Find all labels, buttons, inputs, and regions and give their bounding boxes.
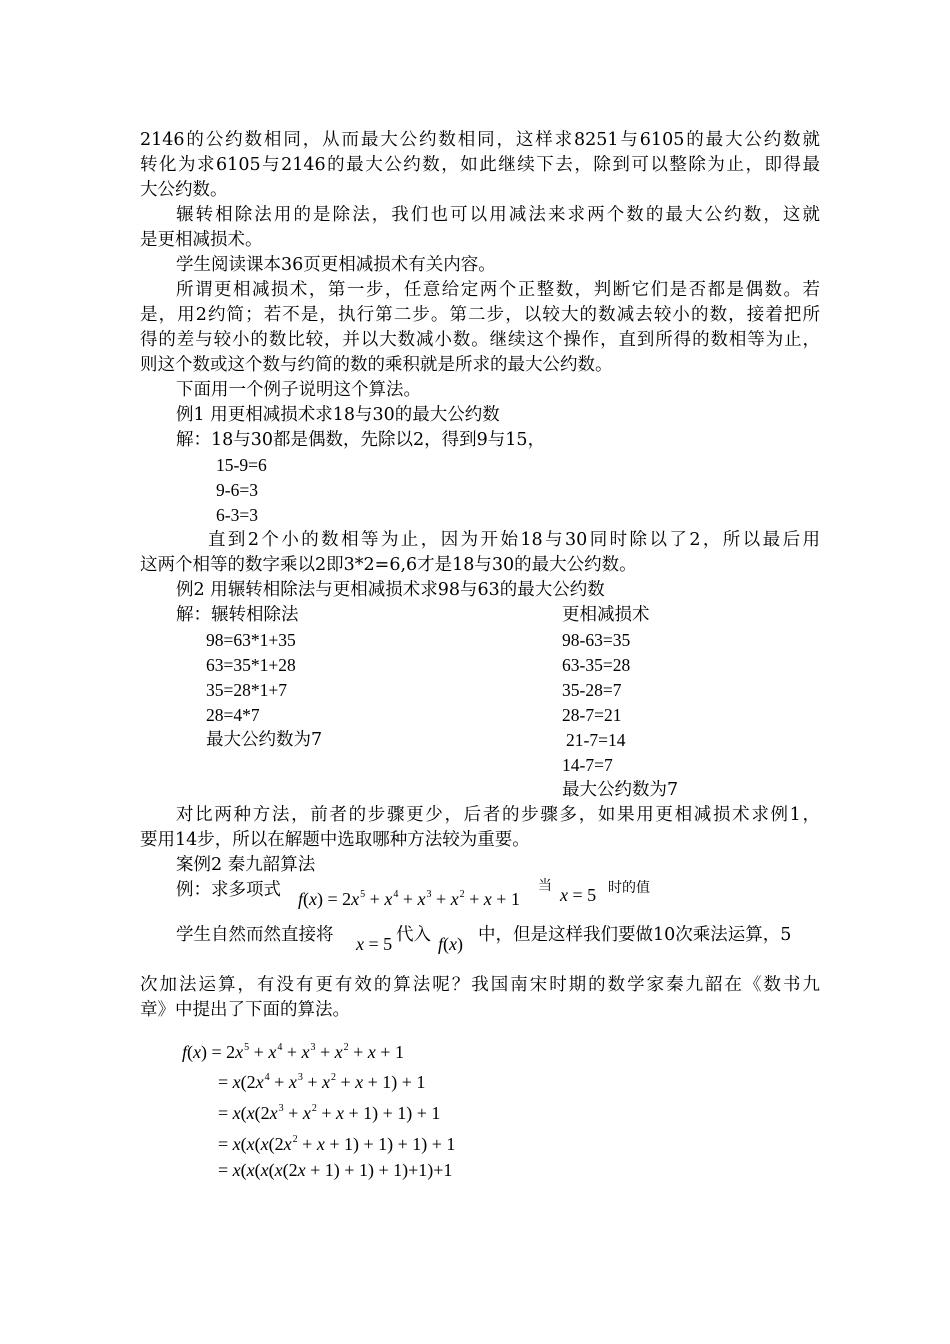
example1-conclusion-1: 直到2个小的数相等为止，因为开始18与30同时除以了2，所以最后用 <box>208 530 820 550</box>
case2-line-2: 次加法运算，有没有更有效的算法呢？我国南宋时期的数学家秦九韶在《数书九 <box>140 975 820 995</box>
example2-right-result: 最大公约数为7 <box>562 780 679 800</box>
example2-title: 例2 用辗转相除法与更相减损术求98与63的最大公约数 <box>176 580 605 600</box>
example1-step-1: 15-9=6 <box>216 455 267 475</box>
case2-title: 案例2 秦九韶算法 <box>176 855 316 875</box>
example2-left-heading: 解：辗转相除法 <box>176 605 299 625</box>
example1-conclusion-2: 这两个相等的数字乘以2即3*2=6,6才是18与30的最大公约数。 <box>140 555 637 575</box>
reading-note: 学生阅读课本36页更相减损术有关内容。 <box>176 255 496 275</box>
case2-student-start: 学生自然而然直接将 <box>176 925 334 945</box>
example-intro: 下面用一个例子说明这个算法。 <box>176 380 421 400</box>
horner-line-1: $f(x) = 2x^5 + x^4 + x^3 + x^2 + x + 1$ <box>182 1042 404 1062</box>
case2-example-suffix: 时的值 <box>608 880 650 896</box>
x-equals-5-value: = 5 <box>572 885 597 905</box>
example2-right-step-1: 98-63=35 <box>562 630 631 650</box>
comparison-line-2: 要用14步，所以在解题中选取哪种方法较为重要。 <box>140 830 530 850</box>
x-equals-5-inline: x = 5 <box>356 934 393 954</box>
case2-student-mid: 代入 <box>396 925 431 945</box>
intro-line-1: 2146的公约数相同，从而最大公约数相同，这样求8251与6105的最大公约数就 <box>140 130 820 150</box>
example2-left-result: 最大公约数为7 <box>206 730 323 750</box>
intro-line-3: 大公约数。 <box>140 180 228 200</box>
polynomial-formula: $f(x) = 2x^5 + x^4 + x^3 + x^2 + x + 1$ <box>298 889 520 909</box>
example2-right-step-3: 35-28=7 <box>562 680 622 700</box>
example2-right-step-6: 14-7=7 <box>562 755 613 775</box>
horner-line-5: = x(x(x(x(2x + 1) + 1) + 1)+1)+1 <box>218 1160 453 1180</box>
example1-step-3: 6-3=3 <box>216 505 258 525</box>
example2-right-step-4: 28-7=21 <box>562 705 622 725</box>
horner-line-4: = $x(x(x(2x^2 + x + 1) + 1) + 1) + 1$ <box>218 1134 456 1154</box>
subtract-line-1: 辗转相除法用的是除法，我们也可以用减法来求两个数的最大公约数，这就 <box>176 205 820 225</box>
definition-line-4: 则这个数或这个数与约简的数的乘积就是所求的最大公约数。 <box>140 355 613 375</box>
example2-left-step-4: 28=4*7 <box>206 705 260 725</box>
example1-step-2: 9-6=3 <box>216 480 258 500</box>
comparison-line-1: 对比两种方法，前者的步骤更少，后者的步骤多，如果用更相减损术求例1， <box>176 805 820 825</box>
horner-line-3: = $x(x(2x^3 + x^2 + x + 1) + 1) + 1$ <box>218 1103 441 1123</box>
example1-solution: 解：18与30都是偶数，先除以2，得到9与15， <box>176 430 546 450</box>
example2-left-step-1: 98=63*1+35 <box>206 630 296 650</box>
example2-right-step-5: 21-7=14 <box>566 730 626 750</box>
intro-line-2: 转化为求6105与2146的最大公约数，如此继续下去，除到可以整除为止，即得最 <box>140 155 820 175</box>
x-equals-5-inline-value: = 5 <box>368 934 393 954</box>
case2-example-when: 当 <box>538 878 552 894</box>
case2-student-end: 中，但是这样我们要做10次乘法运算，5 <box>478 925 792 945</box>
example2-right-step-2: 63-35=28 <box>562 655 631 675</box>
example2-left-step-2: 63=35*1+28 <box>206 655 296 675</box>
horner-line-2: = $x(2x^4 + x^3 + x^2 + x + 1) + 1$ <box>218 1072 426 1092</box>
f-of-x-inline: f(x) <box>438 934 464 954</box>
case2-example-prefix: 例：求多项式 <box>176 880 281 900</box>
case2-line-3: 章》中提出了下面的算法。 <box>140 1000 350 1020</box>
definition-line-2: 是，用2约简；若不是，执行第二步。第二步，以较大的数减去较小的数，接着把所 <box>140 305 820 325</box>
example1-title: 例1 用更相减损术求18与30的最大公约数 <box>176 405 500 425</box>
example2-right-heading: 更相减损术 <box>562 605 650 625</box>
x-equals-5: x = 5 <box>560 885 597 905</box>
definition-line-3: 得的差与较小的数比较，并以大数减小数。继续这个操作，直到所得的数相等为止， <box>140 330 820 350</box>
subtract-line-2: 是更相减损术。 <box>140 230 263 250</box>
example2-left-step-3: 35=28*1+7 <box>206 680 287 700</box>
definition-line-1: 所谓更相减损术，第一步，任意给定两个正整数，判断它们是否都是偶数。若 <box>176 280 820 300</box>
